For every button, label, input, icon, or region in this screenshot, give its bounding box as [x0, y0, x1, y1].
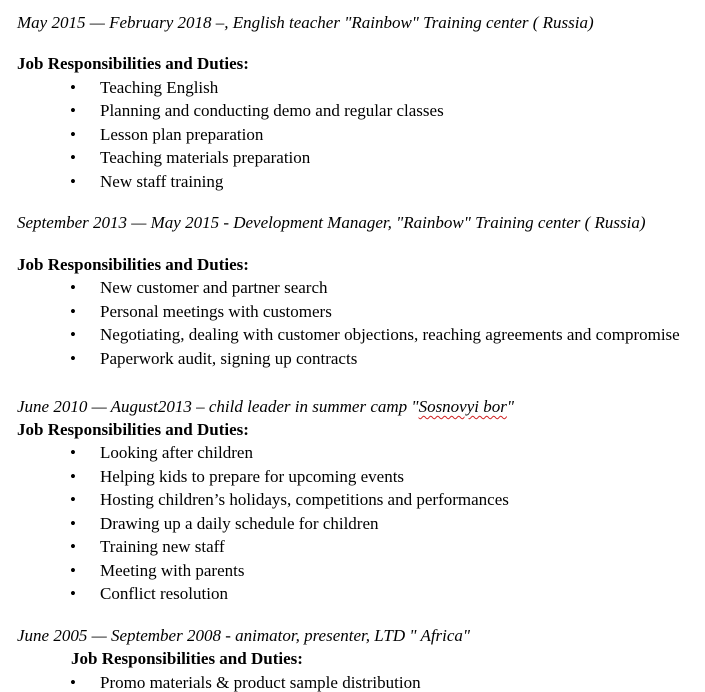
bullet-marker: •: [70, 78, 76, 97]
list-item: Teaching materials preparation: [100, 148, 311, 167]
bullet-marker: •: [70, 349, 76, 368]
job-title-3-prefix: June 2010 — August2013 – child leader in summer camp ": [17, 397, 419, 416]
responsibilities-heading-1: Job Responsibilities and Duties:: [17, 54, 249, 73]
list-item: Paperwork audit, signing up contracts: [100, 349, 358, 368]
list-item: Helping kids to prepare for upcoming events: [100, 467, 405, 486]
bullet-marker: •: [70, 537, 76, 556]
job-title-1: May 2015 — February 2018 –, English teacher "Rainbow" Training center ( Russia): [17, 13, 594, 32]
bullet-marker: •: [70, 673, 76, 692]
job-title-2: September 2013 — May 2015 - Development Manager, "Rainbow" Training center ( Russia): [17, 213, 646, 232]
list-item: Looking after children: [100, 443, 253, 462]
bullet-marker: •: [70, 148, 76, 167]
bullet-marker: •: [70, 584, 76, 603]
list-item: Meeting with parents: [100, 561, 245, 580]
bullet-marker: •: [70, 325, 76, 344]
job-title-4: June 2005 — September 2008 - animator, presenter, LTD " Africa": [17, 626, 471, 645]
bullet-marker: •: [70, 172, 76, 191]
list-item: Promo materials & product sample distribution: [100, 673, 421, 692]
job-title-3-suffix: ": [506, 397, 514, 416]
bullet-marker: •: [70, 514, 76, 533]
list-item: Planning and conducting demo and regular classes: [100, 101, 444, 120]
responsibilities-heading-3: Job Responsibilities and Duties:: [17, 420, 249, 439]
spellcheck-flagged-word[interactable]: Sosnovyi bor: [418, 397, 507, 416]
responsibilities-heading-2: Job Responsibilities and Duties:: [17, 255, 249, 274]
list-item: New customer and partner search: [100, 278, 328, 297]
bullet-marker: •: [70, 278, 76, 297]
list-item: New staff training: [100, 172, 224, 191]
list-item: Conflict resolution: [100, 584, 228, 603]
list-item: Hosting children’s holidays, competitions and performances: [100, 490, 509, 509]
bullet-marker: •: [70, 125, 76, 144]
list-item: Teaching English: [100, 78, 219, 97]
bullet-marker: •: [70, 101, 76, 120]
responsibilities-heading-4: Job Responsibilities and Duties:: [71, 649, 303, 668]
job-title-3: [17, 397, 514, 417]
bullet-marker: •: [70, 467, 76, 486]
list-item: Lesson plan preparation: [100, 125, 264, 144]
bullet-marker: •: [70, 302, 76, 321]
list-item: Personal meetings with customers: [100, 302, 332, 321]
list-item: Training new staff: [100, 537, 225, 556]
list-item: Drawing up a daily schedule for children: [100, 514, 379, 533]
bullet-marker: •: [70, 561, 76, 580]
list-item: Negotiating, dealing with customer objections, reaching agreements and compromise: [100, 325, 680, 344]
bullet-marker: •: [70, 443, 76, 462]
bullet-marker: •: [70, 490, 76, 509]
